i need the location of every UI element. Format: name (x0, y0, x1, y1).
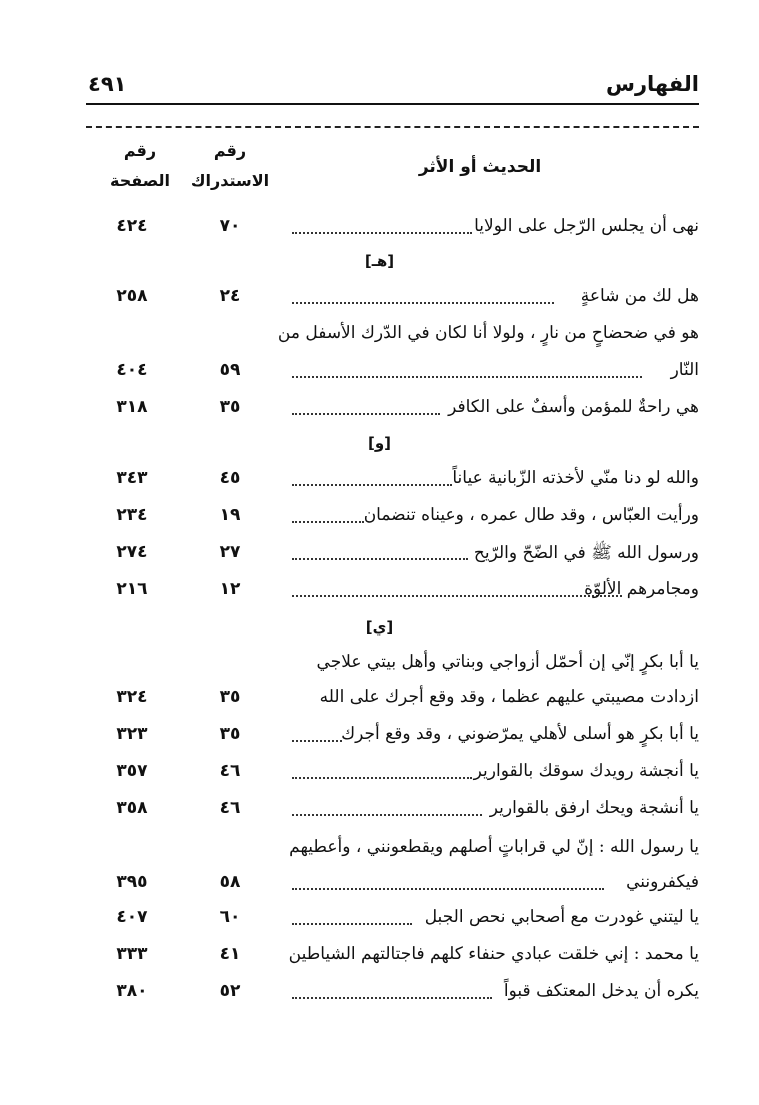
leader-dots (292, 484, 452, 486)
index-row (0, 683, 759, 717)
column-header-reference-line2: الاستدراك (190, 171, 270, 190)
hadith-text: يا أنجشة رويدك سوقك بالقوارير (473, 761, 699, 781)
reference-cell: ٣٥ (219, 724, 241, 744)
hadith-text: يا أنشجة ويحك ارفق بالقوارير (489, 798, 699, 818)
page-cell: ٣٩٥ (116, 872, 148, 892)
index-row (0, 757, 759, 791)
index-row (0, 833, 759, 867)
column-header-hadith: الحديث أو الأثر (418, 157, 542, 177)
leader-dots (292, 997, 492, 999)
hadith-text: هل لك من شاعةٍ (580, 286, 699, 306)
hadith-text: يا ليتني غودرت مع أصحابي نحص الجبل (424, 907, 699, 927)
reference-cell: ١٢ (219, 579, 241, 599)
hadith-text: يا أبا بكرٍ إنّي إن أحمّل أزواجي وبناتي وأهل بيتي علاجي (316, 652, 699, 672)
reference-cell: ٦٠ (219, 907, 241, 927)
leader-dots (292, 558, 468, 560)
page-cell: ٣٤٣ (116, 468, 148, 488)
page-cell: ٣٢٤ (116, 687, 148, 707)
leader-dots (292, 302, 554, 304)
hadith-text: والله لو دنا منّي لأخذته الزّبانية عياناً (452, 468, 699, 488)
section-heading-waw: [و] (367, 434, 392, 452)
reference-cell: ٤١ (219, 944, 241, 964)
running-header-title: الفهارس (605, 72, 699, 96)
index-row (0, 794, 759, 828)
page-cell: ٣٥٨ (116, 798, 148, 818)
page-cell: ٤٠٤ (116, 360, 148, 380)
reference-cell: ٤٥ (219, 468, 241, 488)
hadith-text: النّار (670, 360, 699, 380)
section-heading-ha: [هـ] (364, 252, 395, 270)
hadith-text: نهى أن يجلس الرّجل على الولايا (474, 216, 699, 236)
index-row (0, 977, 759, 1011)
reference-cell: ٣٥ (219, 687, 241, 707)
hadith-text: يا أبا بكرٍ هو أسلى لأهلي يمرّضوني ، وقد وقع أجرك (341, 724, 699, 744)
index-row (0, 648, 759, 682)
page-cell: ٤٢٤ (116, 216, 148, 236)
index-row (0, 940, 759, 974)
reference-cell: ٥٩ (219, 360, 241, 380)
page-cell: ٣٨٠ (116, 981, 148, 1001)
header-rule (86, 103, 699, 105)
hadith-text: هو في ضحضاحٍ من نارٍ ، ولولا أنا لكان في الدّرك الأسفل من (277, 323, 699, 343)
index-row (0, 501, 759, 535)
leader-dots (292, 232, 472, 234)
hadith-text: ومجامرهم الألوّة (584, 579, 699, 599)
index-row (0, 575, 759, 609)
column-header-reference (170, 136, 290, 196)
reference-cell: ٧٠ (219, 216, 241, 236)
section-heading-ya: [ي] (365, 618, 394, 636)
hadith-text: ازدادت مصيبتي عليهم عظما ، وقد وقع أجرك على الله (319, 687, 699, 707)
column-header-page-line1: رقم (123, 141, 157, 160)
column-header-page-line2: الصفحة (109, 171, 170, 190)
hadith-text: ورأيت العبّاس ، وقد طال عمره ، وعيناه تنضمان (363, 505, 699, 525)
hadith-text: ورسول الله ﷺ في الضّحّ والرّيح (473, 543, 699, 563)
leader-dots (292, 814, 482, 816)
reference-cell: ٤٦ (219, 798, 241, 818)
page-number: ٤٩١ (88, 72, 127, 96)
leader-dots (292, 888, 604, 890)
page-cell: ٣٢٣ (116, 724, 148, 744)
dashed-divider (86, 126, 699, 128)
index-row (0, 720, 759, 754)
hadith-text: فيكفرونني (626, 872, 699, 892)
leader-dots (292, 595, 622, 597)
reference-cell: ٢٤ (219, 286, 241, 306)
reference-cell: ١٩ (219, 505, 241, 525)
leader-dots (292, 923, 412, 925)
hadith-text: يا محمد : إني خلقت عبادي حنفاء كلهم فاجتالتهم الشياطين (288, 944, 699, 964)
hadith-text: يكره أن يدخل المعتكف قبواً (503, 981, 699, 1001)
index-row (0, 393, 759, 427)
hadith-text: يا رسول الله : إنّ لي قراباتٍ أصلهم ويقطعونني ، وأعطيهم (289, 837, 699, 857)
index-row (0, 464, 759, 498)
page-cell: ٣٣٣ (116, 944, 148, 964)
leader-dots (292, 740, 342, 742)
reference-cell: ٣٥ (219, 397, 241, 417)
reference-cell: ٢٧ (219, 542, 241, 562)
leader-dots (292, 521, 364, 523)
page-cell: ٣١٨ (116, 397, 148, 417)
page-cell: ٢٧٤ (116, 542, 148, 562)
reference-cell: ٥٨ (219, 872, 241, 892)
index-row (0, 538, 759, 572)
page-cell: ٤٠٧ (116, 907, 148, 927)
index-row (0, 212, 759, 246)
index-row (0, 356, 759, 390)
hadith-text: هي راحةٌ للمؤمن وأسفٌ على الكافر (448, 397, 699, 417)
index-row (0, 282, 759, 316)
leader-dots (292, 777, 472, 779)
leader-dots (292, 376, 642, 378)
reference-cell: ٤٦ (219, 761, 241, 781)
index-row (0, 903, 759, 937)
reference-cell: ٥٢ (219, 981, 241, 1001)
page-cell: ٢٣٤ (116, 505, 148, 525)
page-cell: ٢٥٨ (116, 286, 148, 306)
index-row (0, 868, 759, 902)
page-cell: ٢١٦ (116, 579, 148, 599)
index-row (0, 319, 759, 353)
page-cell: ٣٥٧ (116, 761, 148, 781)
column-header-reference-line1: رقم (213, 141, 247, 160)
leader-dots (292, 413, 440, 415)
